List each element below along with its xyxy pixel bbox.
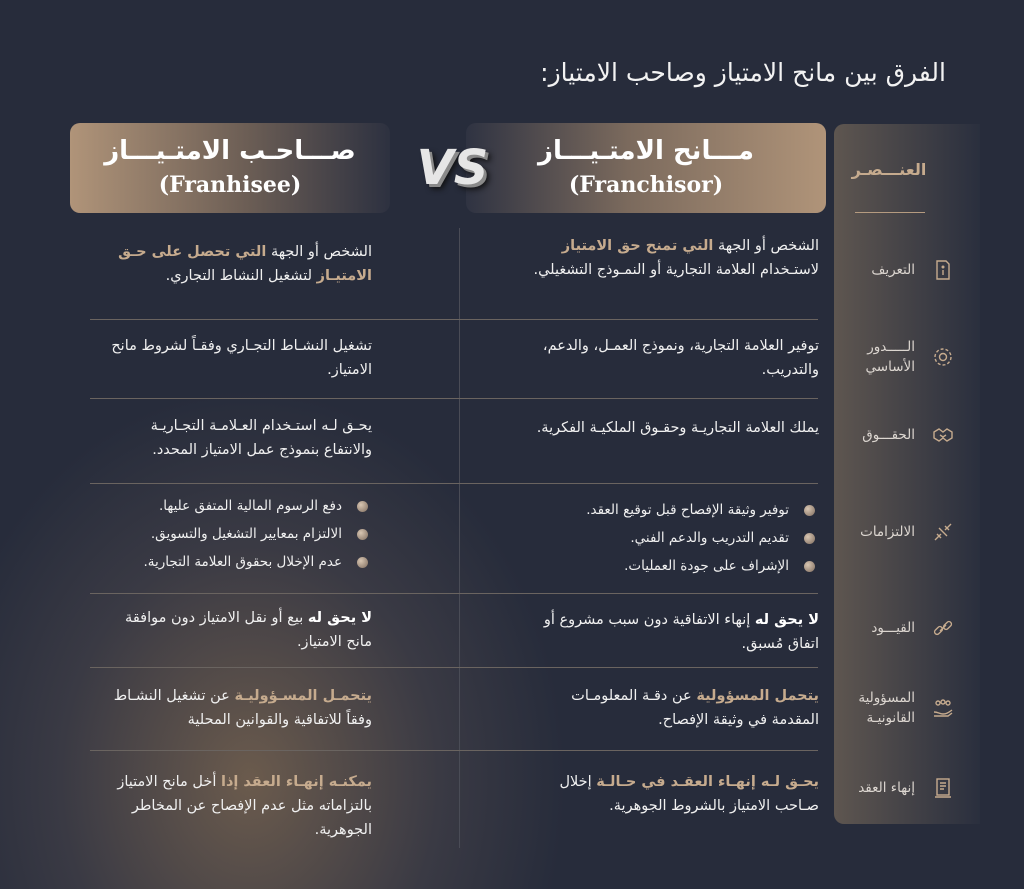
sidebar-item-definition: [840, 250, 975, 290]
franchisee-title-en: (Franhisee): [158, 172, 302, 198]
highlight-text: يمكنـه إنهـاء العقد إذا: [220, 774, 372, 790]
franchisee-termination: [100, 770, 372, 842]
sidebar-heading: العنـــصـر: [851, 160, 927, 179]
list-item: [100, 520, 372, 548]
list-item-text: الالتزام بمعايير التشغيل والتسويق.: [150, 526, 342, 542]
row-divider: [90, 483, 818, 484]
sidebar-heading-divider: [855, 212, 925, 213]
list-item-text: الإشراف على جودة العمليات.: [624, 558, 789, 574]
franchisor-title-ar: مـــانح الامتـيـــاز: [538, 136, 754, 166]
sidebar-item-label: الـــــدور الأساسي: [865, 339, 915, 375]
franchisor-termination: [524, 770, 819, 818]
text-part: أخل مانح الامتياز بالتزاماته مثل عدم الإفصاح عن المخاطر الجوهرية.: [117, 774, 372, 838]
sidebar-item-termination: [840, 768, 975, 808]
row-divider: [90, 398, 818, 399]
franchisee-definition: [100, 240, 372, 288]
franchisee-liability: [100, 684, 372, 732]
gear-icon: [931, 345, 955, 369]
bullet-icon: [804, 533, 815, 544]
highlight-text: يحـق لـه إنهـاء العقـد في حـالـة: [596, 774, 819, 790]
highlight-text: التي تمنح حق الامتياز: [561, 238, 714, 254]
sidebar-item-liability: [840, 688, 975, 728]
franchisor-obligations: [524, 496, 819, 580]
handshake-icon: [931, 423, 955, 447]
row-divider: [90, 750, 818, 751]
list-item: [100, 548, 372, 576]
bold-text: لا يحق له: [307, 610, 372, 626]
bullet-icon: [357, 529, 368, 540]
row-divider: [90, 667, 818, 668]
text-part: إنهاء الاتفاقية دون سبب مشروع أو اتفاق مُسبق.: [543, 612, 819, 652]
sidebar-item-label: الالتزامات: [860, 524, 915, 540]
bullet-icon: [357, 557, 368, 568]
info-icon: [931, 258, 955, 282]
list-item: [524, 496, 819, 524]
franchisee-header: [70, 123, 390, 213]
page-title: الفرق بين مانح الامتياز وصاحب الامتياز:: [540, 58, 946, 87]
sidebar-item-label: المسؤولية القانونيـة: [858, 690, 915, 726]
franchisor-rights: يملك العلامة التجاريـة وحقـوق الملكيـة الفكرية.: [536, 420, 819, 436]
text-part: الشخص أو الجهة: [266, 244, 372, 260]
vs-badge: VS: [416, 140, 489, 196]
franchisee-role: تشغيل النشـاط التجـاري وفقـاً لشروط مانح الامتياز.: [111, 338, 372, 378]
list-item: [524, 552, 819, 580]
text-part: بيع أو نقل الامتياز دون موافقة مانح الامتياز.: [125, 610, 372, 650]
franchisor-liability: [524, 684, 819, 732]
sidebar-item-rights: [840, 415, 975, 455]
list-item-text: تقديم التدريب والدعم الفني.: [630, 530, 789, 546]
bullet-icon: [804, 561, 815, 572]
franchisee-title-ar: صـــاحـب الامتـيـــاز: [104, 136, 356, 166]
text-part: إخلال صـاحب الامتياز بالشروط الجوهرية.: [559, 774, 819, 814]
bullet-icon: [357, 501, 368, 512]
franchisee-obligations: [100, 492, 372, 576]
list-item: [524, 524, 819, 552]
highlight-text: يتحمـل المسـؤوليـة: [234, 688, 372, 704]
franchisor-header: [466, 123, 826, 213]
bullet-icon: [804, 505, 815, 516]
text-part: لاستـخدام العلامة التجارية أو النمـوذج التشغيلي.: [533, 262, 819, 278]
text-part: عن دقـة المعلومـات المقدمة في وثيقة الإفصاح.: [571, 688, 819, 728]
franchisor-role: توفير العلامة التجارية، ونموذج العمـل، والدعم، والتدريب.: [542, 338, 819, 378]
list-item: [100, 492, 372, 520]
sidebar-item-label: الحقـــوق: [862, 427, 915, 443]
sidebar-item-label: القيـــود: [871, 620, 915, 636]
row-divider: [90, 319, 818, 320]
franchisee-restrictions: [100, 606, 372, 654]
highlight-text: التي تحصل على حـق الامتيـاز: [118, 244, 372, 284]
text-part: لتشغيل النشاط التجاري.: [165, 268, 317, 284]
row-divider: [90, 593, 818, 594]
sidebar-item-label: التعريف: [871, 262, 915, 278]
sidebar-item-role: [840, 337, 975, 377]
column-divider: [459, 228, 460, 848]
document-icon: [931, 776, 955, 800]
franchisee-rights: يحـق لـه استـخدام العـلامـة التجـاريـة والانتفاع بنموذج عمل الامتياز المحدد.: [150, 418, 372, 458]
bold-text: لا يحق له: [754, 612, 819, 628]
sidebar-item-label: إنهاء العقد: [858, 780, 915, 796]
franchisor-title-en: (Franchisor): [568, 172, 724, 198]
text-part: الشخص أو الجهة: [713, 238, 819, 254]
franchisor-restrictions: [524, 608, 819, 656]
people-hand-icon: [931, 696, 955, 720]
franchisor-definition: [524, 234, 819, 282]
link-icon: [931, 616, 955, 640]
highlight-text: يتحمل المسؤولية: [696, 688, 819, 704]
deal-icon: [931, 520, 955, 544]
list-item-text: عدم الإخلال بحقوق العلامة التجارية.: [143, 554, 342, 570]
sidebar-item-restrictions: [840, 608, 975, 648]
list-item-text: توفير وثيقة الإفصاح قبل توقيع العقد.: [586, 502, 789, 518]
list-item-text: دفع الرسوم المالية المتفق عليها.: [158, 498, 342, 514]
sidebar-item-obligations: [840, 512, 975, 552]
text-part: عن تشغيل النشـاط وفقاً للاتفاقية والقوانين المحلية: [113, 688, 372, 728]
